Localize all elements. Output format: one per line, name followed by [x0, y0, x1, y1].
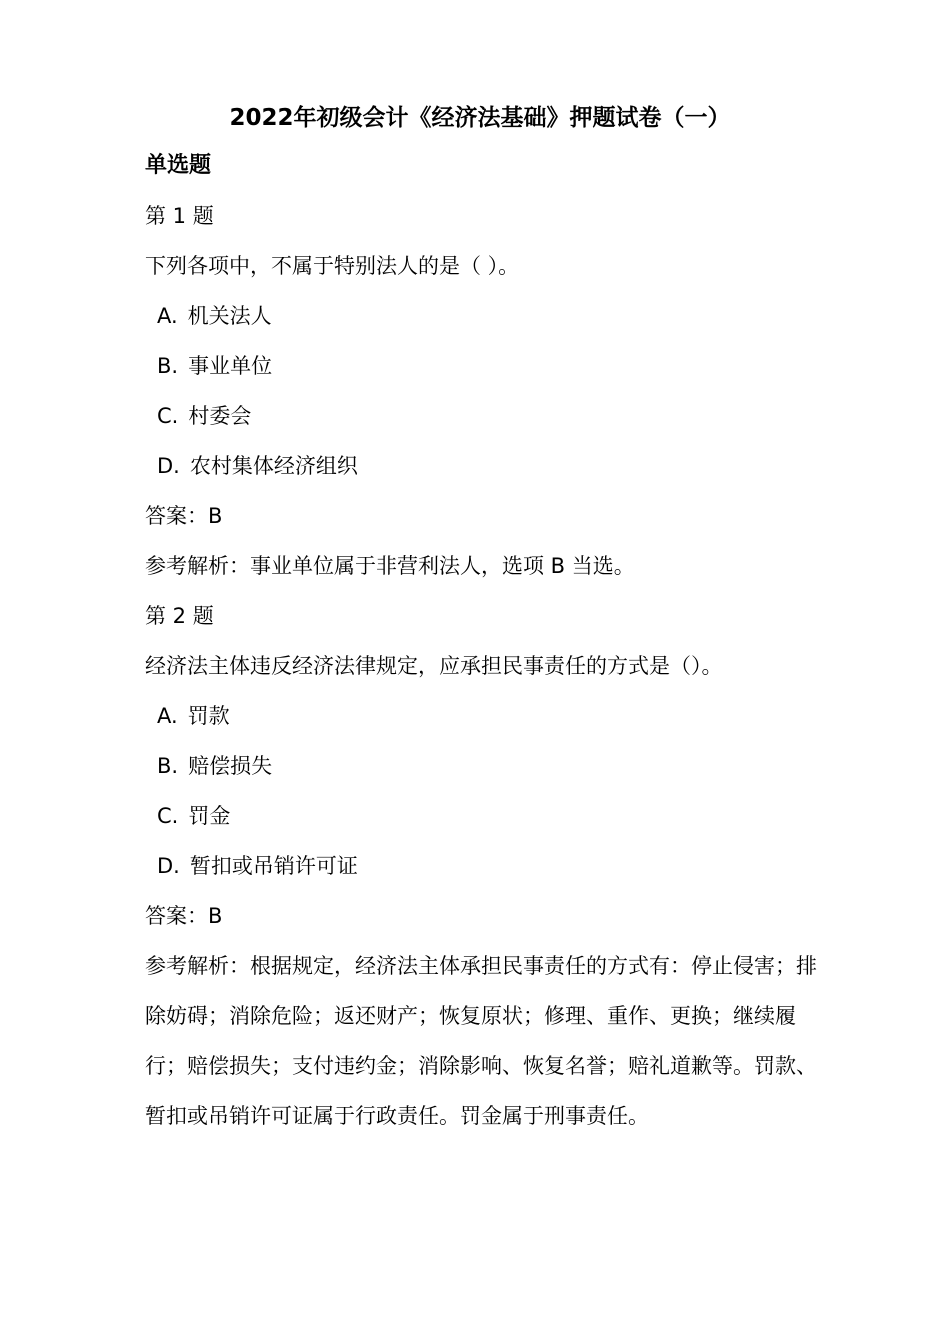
option-text: 农村集体经济组织	[189, 454, 358, 478]
option-a	[145, 291, 825, 341]
answer: 答案：B	[145, 904, 223, 928]
question-number: 第 1 题	[145, 204, 214, 228]
option-letter: B.	[157, 754, 179, 778]
option-text: 罚款	[187, 704, 230, 728]
option-text: 村委会	[188, 404, 252, 428]
answer: 答案：B	[145, 504, 223, 528]
option-text: 赔偿损失	[188, 754, 273, 778]
option-letter: B.	[157, 354, 179, 378]
document-title: 2022年初级会计《经济法基础》押题试卷（一）	[229, 105, 731, 131]
question-stem: 经济法主体违反经济法律规定，应承担民事责任的方式是（）。	[145, 654, 723, 678]
option-letter: C.	[157, 804, 179, 828]
option-c	[145, 391, 825, 441]
option-c	[145, 791, 825, 841]
option-letter: A.	[157, 304, 178, 328]
document-page	[145, 95, 825, 1141]
option-b	[145, 741, 825, 791]
analysis: 参考解析：根据规定，经济法主体承担民事责任的方式有：停止侵害；排除妨碍；消除危险；返还财产；恢复原状；修理、重作、更换；继续履行；赔偿损失；支付违约金；消除影响、恢复名誉；赔礼道歉等。罚款、暂扣或吊销许可证属于行政责任。罚金属于刑事责任。	[145, 954, 817, 1128]
analysis: 参考解析：事业单位属于非营利法人，选项 B 当选。	[145, 554, 635, 578]
option-text: 事业单位	[188, 354, 273, 378]
option-letter: C.	[157, 404, 179, 428]
question-number: 第 2 题	[145, 604, 214, 628]
option-d	[145, 841, 825, 891]
option-b	[145, 341, 825, 391]
option-letter: D.	[157, 854, 180, 878]
option-text: 罚金	[188, 804, 231, 828]
option-text: 暂扣或吊销许可证	[189, 854, 358, 878]
question-stem: 下列各项中，不属于特别法人的是（ ）。	[145, 254, 520, 278]
option-d	[145, 441, 825, 491]
section-heading: 单选题	[145, 153, 212, 178]
question-2	[145, 591, 825, 1141]
option-letter: D.	[157, 454, 180, 478]
option-letter: A.	[157, 704, 178, 728]
option-a	[145, 691, 825, 741]
option-text: 机关法人	[187, 304, 272, 328]
question-1	[145, 191, 825, 591]
